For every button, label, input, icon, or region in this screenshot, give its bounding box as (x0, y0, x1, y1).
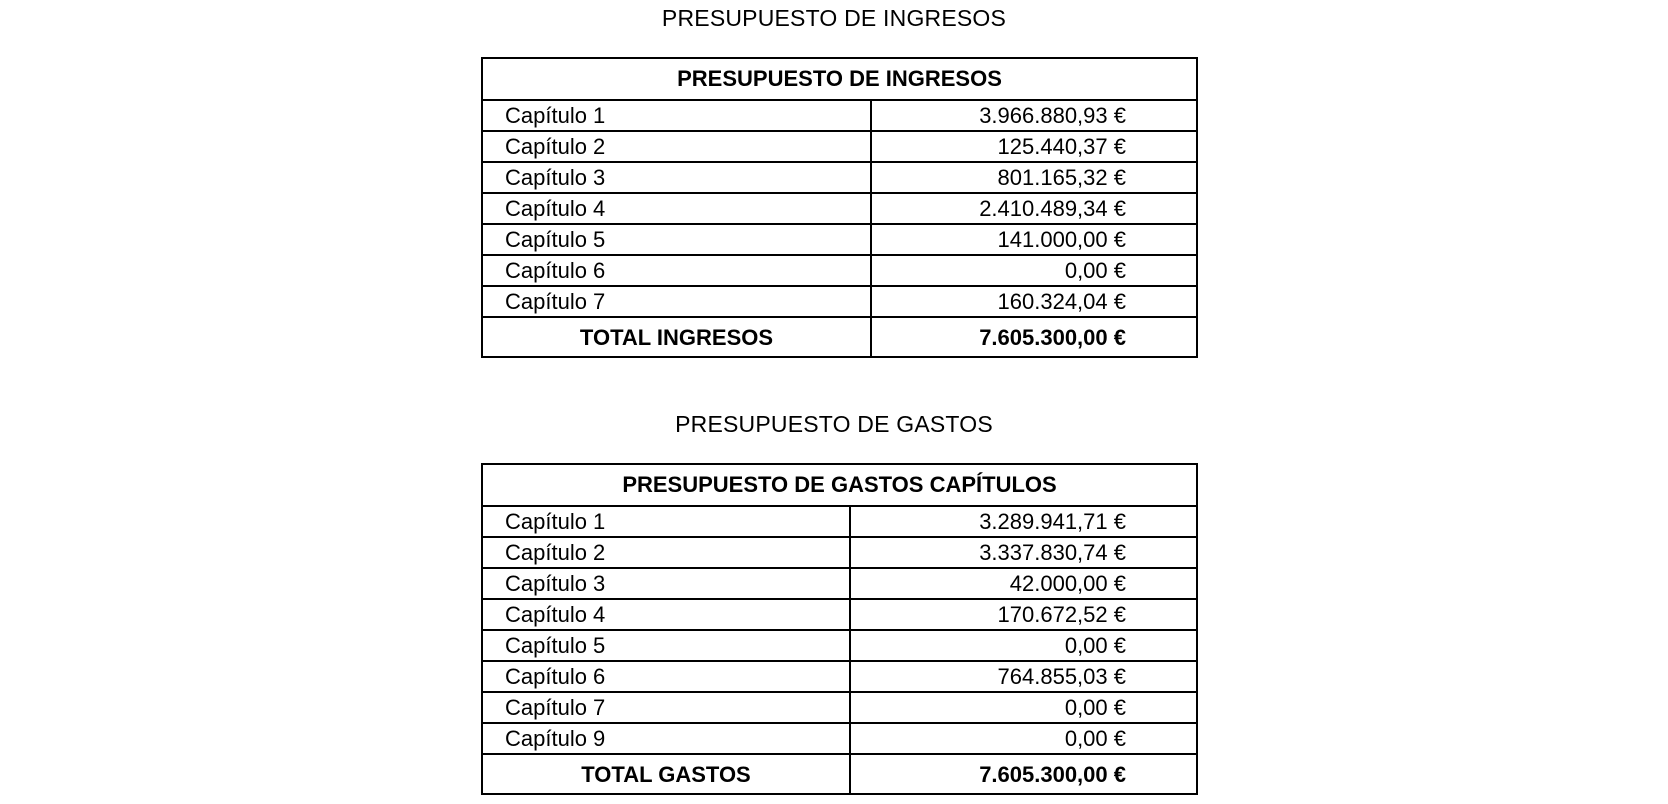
row-amount: 125.440,37 € (871, 131, 1197, 162)
table-row (482, 599, 1197, 630)
row-label: Capítulo 7 (482, 286, 871, 317)
table-row (482, 723, 1197, 754)
row-amount: 160.324,04 € (871, 286, 1197, 317)
table-row (482, 630, 1197, 661)
row-label: Capítulo 5 (482, 630, 850, 661)
table-row (482, 537, 1197, 568)
table-row (482, 255, 1197, 286)
ingresos-table-header: PRESUPUESTO DE INGRESOS (482, 58, 1197, 100)
row-label: Capítulo 2 (482, 537, 850, 568)
row-label: Capítulo 3 (482, 568, 850, 599)
gastos-section-title: PRESUPUESTO DE GASTOS (675, 411, 993, 437)
row-amount: 170.672,52 € (850, 599, 1197, 630)
row-amount: 0,00 € (850, 630, 1197, 661)
total-label: TOTAL GASTOS (482, 754, 850, 794)
table-row (482, 131, 1197, 162)
table-row (482, 506, 1197, 537)
gastos-table-header-row (482, 464, 1197, 506)
row-amount: 0,00 € (850, 723, 1197, 754)
table-row (482, 162, 1197, 193)
row-label: Capítulo 1 (482, 100, 871, 131)
table-row (482, 224, 1197, 255)
gastos-table-header: PRESUPUESTO DE GASTOS CAPÍTULOS (482, 464, 1197, 506)
ingresos-table (481, 57, 1198, 358)
total-amount: 7.605.300,00 € (850, 754, 1197, 794)
total-row (482, 317, 1197, 357)
table-row (482, 661, 1197, 692)
row-label: Capítulo 7 (482, 692, 850, 723)
ingresos-table-header-row (482, 58, 1197, 100)
ingresos-section-title: PRESUPUESTO DE INGRESOS (661, 5, 1007, 31)
row-label: Capítulo 9 (482, 723, 850, 754)
table-row (482, 692, 1197, 723)
table-row (482, 286, 1197, 317)
row-amount: 2.410.489,34 € (871, 193, 1197, 224)
row-label: Capítulo 4 (482, 193, 871, 224)
total-row (482, 754, 1197, 794)
row-label: Capítulo 6 (482, 661, 850, 692)
row-amount: 801.165,32 € (871, 162, 1197, 193)
total-amount: 7.605.300,00 € (871, 317, 1197, 357)
table-row (482, 193, 1197, 224)
row-amount: 0,00 € (871, 255, 1197, 286)
table-row (482, 568, 1197, 599)
row-label: Capítulo 2 (482, 131, 871, 162)
row-amount: 141.000,00 € (871, 224, 1197, 255)
row-amount: 764.855,03 € (850, 661, 1197, 692)
row-label: Capítulo 1 (482, 506, 850, 537)
row-label: Capítulo 6 (482, 255, 871, 286)
row-amount: 3.337.830,74 € (850, 537, 1197, 568)
table-row (482, 100, 1197, 131)
row-label: Capítulo 3 (482, 162, 871, 193)
row-amount: 3.289.941,71 € (850, 506, 1197, 537)
row-label: Capítulo 5 (482, 224, 871, 255)
row-label: Capítulo 4 (482, 599, 850, 630)
row-amount: 0,00 € (850, 692, 1197, 723)
total-label: TOTAL INGRESOS (482, 317, 871, 357)
gastos-table (481, 463, 1198, 795)
row-amount: 3.966.880,93 € (871, 100, 1197, 131)
row-amount: 42.000,00 € (850, 568, 1197, 599)
